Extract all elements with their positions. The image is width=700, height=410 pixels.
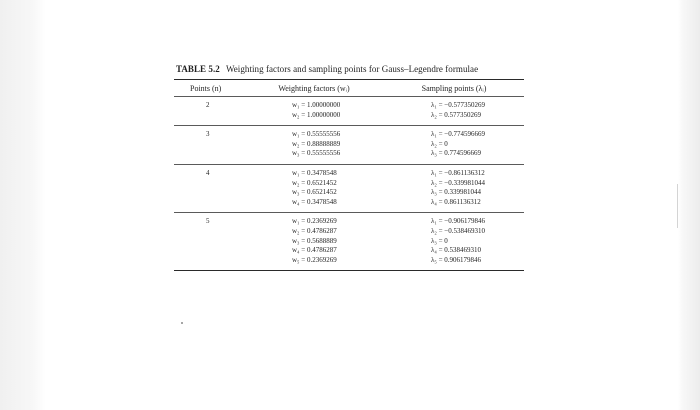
sampling-value: λ₁ = −0.577350269: [431, 101, 485, 109]
table-row-n5: [174, 213, 524, 270]
sampling-value: λ₁ = −0.861136312: [431, 168, 485, 177]
gauss-legendre-table: [174, 64, 524, 271]
table-row-n3: [174, 126, 524, 164]
weight-value: w₄ = 0.3478548: [292, 197, 337, 206]
weight-value: w₃ = 0.5688889: [292, 236, 337, 245]
weight-value: w₁ = 0.3478548: [292, 168, 337, 177]
weight-value: w₁ = 0.55555556: [292, 130, 341, 139]
header-weights: Weighting factors (wᵢ): [278, 83, 350, 93]
cell-points-count: 2: [206, 101, 210, 109]
sampling-value: λ₂ = 0: [431, 139, 448, 148]
sampling-value: λ₄ = 0.861136312: [431, 197, 481, 206]
weight-value: w₄ = 0.4786287: [292, 246, 337, 255]
table-title: Weighting factors and sampling points for Gauss–Legendre formulae: [225, 64, 479, 74]
cell-sampling-points: [384, 169, 524, 207]
page-edge-left: [0, 0, 46, 410]
sampling-value: λ₂ = 0.577350269: [431, 110, 482, 119]
cell-weights: [244, 169, 384, 207]
cell-weights: [244, 130, 384, 159]
cell-weights: [244, 217, 384, 265]
sampling-value: λ₁ = −0.906179846: [431, 217, 485, 226]
sampling-value: λ₁ = −0.774596669: [431, 130, 485, 139]
table-number: TABLE 5.2: [176, 64, 220, 74]
page-edge-right: [678, 0, 700, 410]
weight-value: w₂ = 0.88888889: [292, 139, 341, 148]
cell-sampling-points: [384, 101, 524, 120]
sampling-value: λ₅ = 0.906179846: [431, 255, 482, 264]
table-header-row: [174, 80, 524, 96]
weight-value: w₂ = 0.6521452: [292, 178, 337, 187]
sampling-value: λ₂ = −0.538469310: [431, 226, 485, 235]
table-row-n2: [174, 97, 524, 125]
sampling-value: λ₄ = 0.538469310: [431, 246, 482, 255]
sampling-value: λ₃ = 0: [431, 236, 448, 245]
page-dot-mark: [181, 322, 183, 324]
sampling-value: λ₃ = 0.774596669: [431, 149, 482, 158]
weight-value: w₃ = 0.6521452: [292, 188, 337, 197]
table-bottom-rule: [174, 270, 524, 271]
weight-value: w₁ = 1.00000000: [292, 101, 341, 109]
cell-sampling-points: [384, 130, 524, 159]
cell-weights: [244, 101, 384, 120]
cell-points-count: 4: [206, 168, 210, 177]
cell-points-count: 3: [206, 130, 210, 139]
sampling-value: λ₃ = 0.339981044: [431, 188, 482, 197]
weight-value: w₅ = 0.2369269: [292, 255, 337, 264]
table-row-n4: [174, 165, 524, 212]
weight-value: w₃ = 0.55555556: [292, 149, 341, 158]
page-crease-mark: [677, 184, 678, 228]
weight-value: w₁ = 0.2369269: [292, 217, 337, 226]
sampling-value: λ₂ = −0.339981044: [431, 178, 485, 187]
weight-value: w₂ = 1.00000000: [292, 110, 341, 119]
header-sampling: Sampling points (λᵢ): [421, 83, 487, 93]
weight-value: w₂ = 0.4786287: [292, 226, 337, 235]
table-caption: [176, 64, 524, 74]
header-points: Points (n): [190, 83, 222, 93]
cell-points-count: 5: [206, 217, 210, 226]
cell-sampling-points: [384, 217, 524, 265]
